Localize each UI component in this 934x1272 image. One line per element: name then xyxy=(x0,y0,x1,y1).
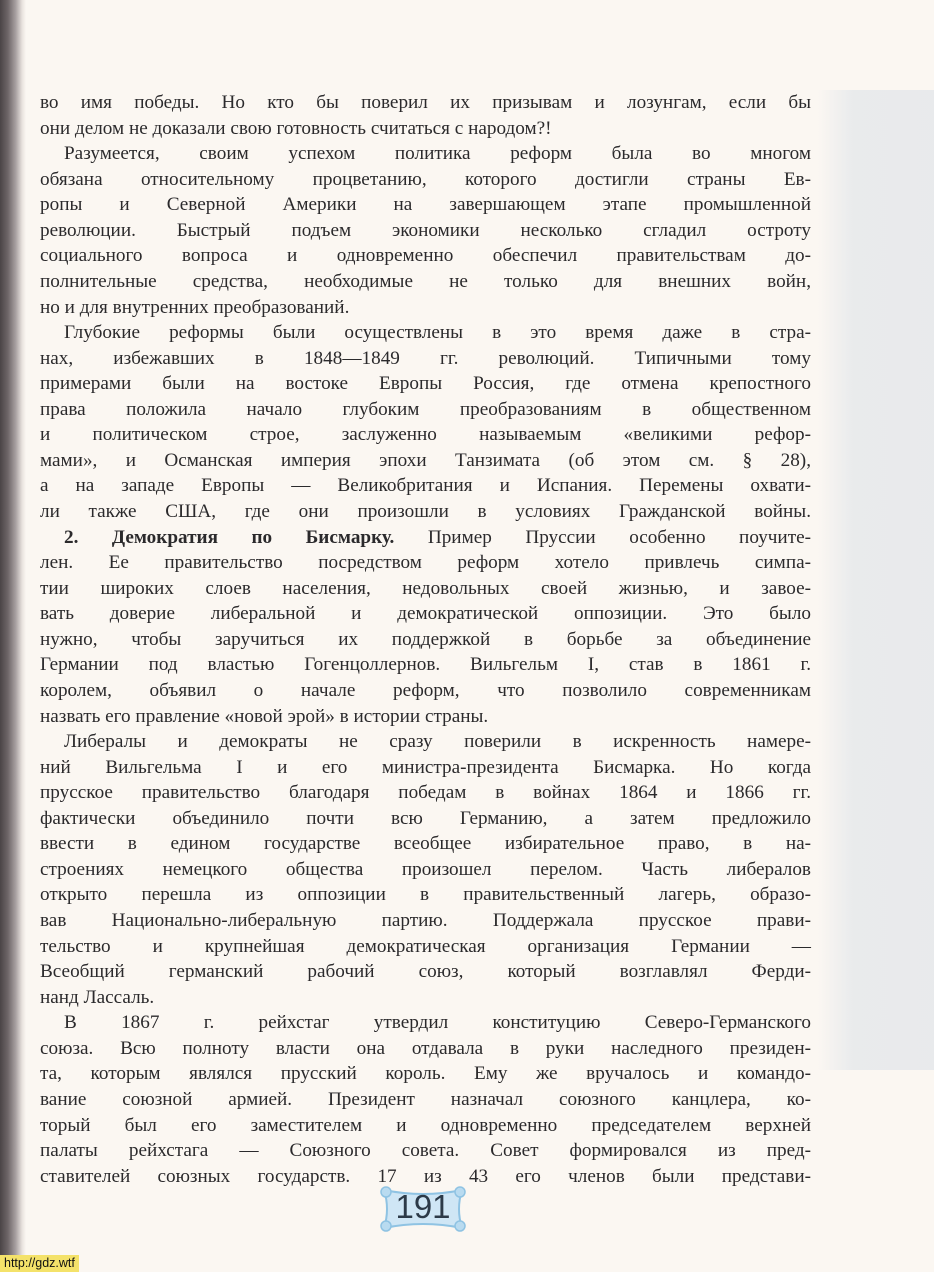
text-line: революции. Быстрый подъем экономики несколько сгладил остроту xyxy=(40,219,811,241)
text-line: ставителей союзных государств. 17 из 43 его членов были представи- xyxy=(40,1165,811,1187)
text-line: и политическом строе, заслуженно называемым «великими рефор- xyxy=(40,424,811,446)
watermark-link[interactable]: http://gdz.wtf xyxy=(0,1255,79,1272)
page-number: 191 xyxy=(395,1188,451,1225)
text-line: открыто перешла из оппозиции в правительственный лагерь, образо- xyxy=(40,884,811,906)
text-line: нанд Лассаль. xyxy=(40,986,155,1008)
text-line: Глубокие реформы были осуществлены в это время даже в стра- xyxy=(64,322,811,344)
text-line: ний Вильгельма I и его министра-президента Бисмарка. Но когда xyxy=(40,756,811,778)
text-line: тельство и крупнейшая демократическая организация Германии — xyxy=(40,935,811,957)
text-line: обязана относительному процветанию, которого достигли страны Ев- xyxy=(40,168,811,190)
text-line: та, которым являлся прусский король. Ему же вручалось и командо- xyxy=(40,1063,811,1085)
text-line: В 1867 г. рейхстаг утвердил конституцию Северо-Германского xyxy=(64,1012,811,1034)
page-number-badge xyxy=(374,1182,472,1236)
text-line: торый был его заместителем и одновременно председателем верхней xyxy=(40,1114,811,1136)
page-body-text xyxy=(40,90,811,1189)
text-line: права положила начало глубоким преобразованиям в общественном xyxy=(40,398,811,420)
text-line: тии широких слоев населения, недовольных своей жизнью, и завое- xyxy=(40,577,811,599)
text-line: Разумеется, своим успехом политика реформ была во многом xyxy=(64,143,811,165)
text-line: нужно, чтобы заручиться их поддержкой в борьбе за объединение xyxy=(40,628,811,650)
text-line: назвать его правление «новой эрой» в истории страны. xyxy=(40,705,489,727)
text-line: вать доверие либеральной и демократической оппозиции. Это было xyxy=(40,603,811,625)
text-line: ввести в едином государстве всеобщее избирательное право, в на- xyxy=(40,833,811,855)
text-line: полнительные средства, необходимые не только для внешних войн, xyxy=(40,270,811,292)
text-line: вав Национально-либеральную партию. Поддержала прусское прави- xyxy=(40,910,811,931)
text-line: ропы и Северной Америки на завершающем этапе промышленной xyxy=(40,194,811,216)
text-line: Германии под властью Гогенцоллернов. Вильгельм I, став в 1861 г. xyxy=(40,654,811,676)
text-line: они делом не доказали свою готовность считаться с народом?! xyxy=(40,117,552,139)
text-line: мами», и Османская империя эпохи Танзимата (об этом см. § 28), xyxy=(40,449,811,471)
text-line: нах, избежавших в 1848—1849 гг. революций. Типичными тому xyxy=(40,347,811,369)
text-line: прусское правительство благодаря победам в войнах 1864 и 1866 гг. xyxy=(40,782,811,804)
text-line-rest: Пример Пруссии особенно поучите- xyxy=(394,526,811,548)
text-line: во имя победы. Но кто бы поверил их призывам и лозунгам, если бы xyxy=(40,92,811,113)
book-gutter-shadow xyxy=(0,0,26,1272)
text-line: социального вопроса и одновременно обеспечил правительствам до- xyxy=(40,245,811,267)
text-line: примерами были на востоке Европы Россия, где отмена крепостного xyxy=(40,373,811,395)
text-line: строениях немецкого общества произошел перелом. Часть либералов xyxy=(40,858,811,880)
text-line: фактически объединило почти всю Германию, а затем предложило xyxy=(40,807,811,829)
text-line: палаты рейхстага — Союзного совета. Совет формировался из пред- xyxy=(40,1140,811,1162)
text-line xyxy=(40,525,811,551)
text-line: союза. Всю полноту власти она отдавала в руки наследного президен- xyxy=(40,1037,811,1059)
text-line: Всеобщий германский рабочий союз, который возглавлял Ферди- xyxy=(40,961,811,983)
text-line: ли также США, где они произошли в условиях Гражданской войны. xyxy=(40,501,811,522)
text-line: а на западе Европы — Великобритания и Испания. Перемены охвати- xyxy=(40,475,811,497)
text-line: Либералы и демократы не сразу поверили в искренность намере- xyxy=(64,731,811,753)
text-line: королем, объявил о начале реформ, что позволило современникам xyxy=(40,679,811,701)
section-heading: 2. Демократия по Бисмарку. xyxy=(64,526,395,548)
text-line: но и для внутренних преобразований. xyxy=(40,296,350,318)
text-line: вание союзной армией. Президент назначал союзного канцлера, ко- xyxy=(40,1088,811,1110)
page-bleed-through xyxy=(818,90,934,1070)
text-line: лен. Ее правительство посредством реформ хотело привлечь симпа- xyxy=(40,552,811,574)
